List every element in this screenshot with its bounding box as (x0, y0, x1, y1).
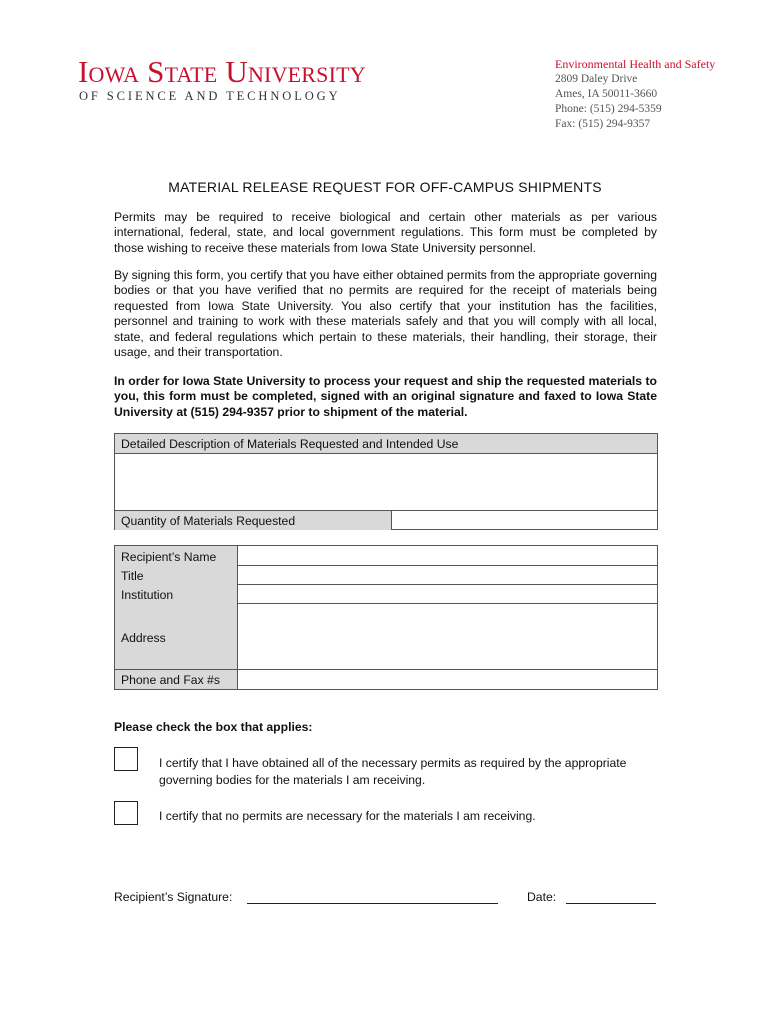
signature-line[interactable] (247, 903, 498, 904)
recipient-name-label: Recipient’s Name (121, 550, 217, 564)
institution-label: Institution (121, 588, 174, 602)
recipient-labels-column (115, 546, 238, 689)
address-line-phone: Phone: (515) 294-5359 (555, 103, 662, 115)
phone-fax-label: Phone and Fax #s (121, 673, 220, 687)
certification-paragraph: By signing this form, you certify that you have either obtained permits from the appropriate governing bodies or that you have verified that no permits are required for the receipt of materials being requested from Iowa State University. You also certify that your institution has the facilities, personnel and training to work with these materials safely and that you will comply with all local, state, and federal regulations which pertain to these materials, their handling, their storage, their usage, and their transportation. (114, 268, 657, 360)
date-line[interactable] (566, 903, 656, 904)
address-label: Address (121, 631, 166, 645)
instructions-paragraph: In order for Iowa State University to process your request and ship the requested materials to you, this form must be completed, signed with an original signature and faxed to Iowa State University at (515) 294-9357 prior to shipment of the material. (114, 374, 657, 419)
permits-obtained-text: I certify that I have obtained all of the necessary permits as required by the appropriate governing bodies for the materials I am receiving. (159, 756, 627, 787)
recipient-table (114, 545, 658, 690)
address-line-fax: Fax: (515) 294-9357 (555, 118, 651, 130)
address-line-city: Ames, IA 50011-3660 (555, 88, 658, 100)
quantity-field[interactable] (392, 510, 657, 530)
recipient-name-field[interactable] (238, 546, 657, 565)
date-label: Date: (527, 890, 557, 904)
address-field[interactable] (238, 604, 657, 669)
department-name: Environmental Health and Safety (555, 57, 716, 71)
university-logo-text: Iowa State University (78, 54, 366, 89)
description-label: Detailed Description of Materials Requested and Intended Use (121, 437, 459, 451)
materials-table (114, 433, 658, 530)
no-permits-text: I certify that no permits are necessary for the materials I am receiving. (159, 809, 536, 823)
description-field[interactable] (115, 454, 657, 510)
phone-fax-field[interactable] (238, 670, 657, 689)
check-prompt: Please check the box that applies: (114, 720, 313, 734)
title-field[interactable] (238, 566, 657, 584)
intro-paragraph: Permits may be required to receive biological and certain other materials as per various international, federal, state, and local government regulations. This form must be completed by those wishing to receive these materials from Iowa State University personnel. (114, 210, 657, 255)
institution-field[interactable] (238, 585, 657, 603)
no-permits-checkbox[interactable] (114, 801, 138, 825)
form-title: MATERIAL RELEASE REQUEST FOR OFF-CAMPUS SHIPMENTS (168, 179, 602, 195)
address-line-street: 2809 Daley Drive (555, 73, 638, 85)
description-header-cell (115, 434, 657, 454)
quantity-label-cell (115, 510, 392, 530)
university-tagline: OF SCIENCE AND TECHNOLOGY (79, 89, 341, 103)
quantity-label: Quantity of Materials Requested (121, 514, 296, 528)
title-label: Title (121, 569, 144, 583)
signature-label: Recipient’s Signature: (114, 890, 233, 904)
permits-obtained-checkbox[interactable] (114, 747, 138, 771)
